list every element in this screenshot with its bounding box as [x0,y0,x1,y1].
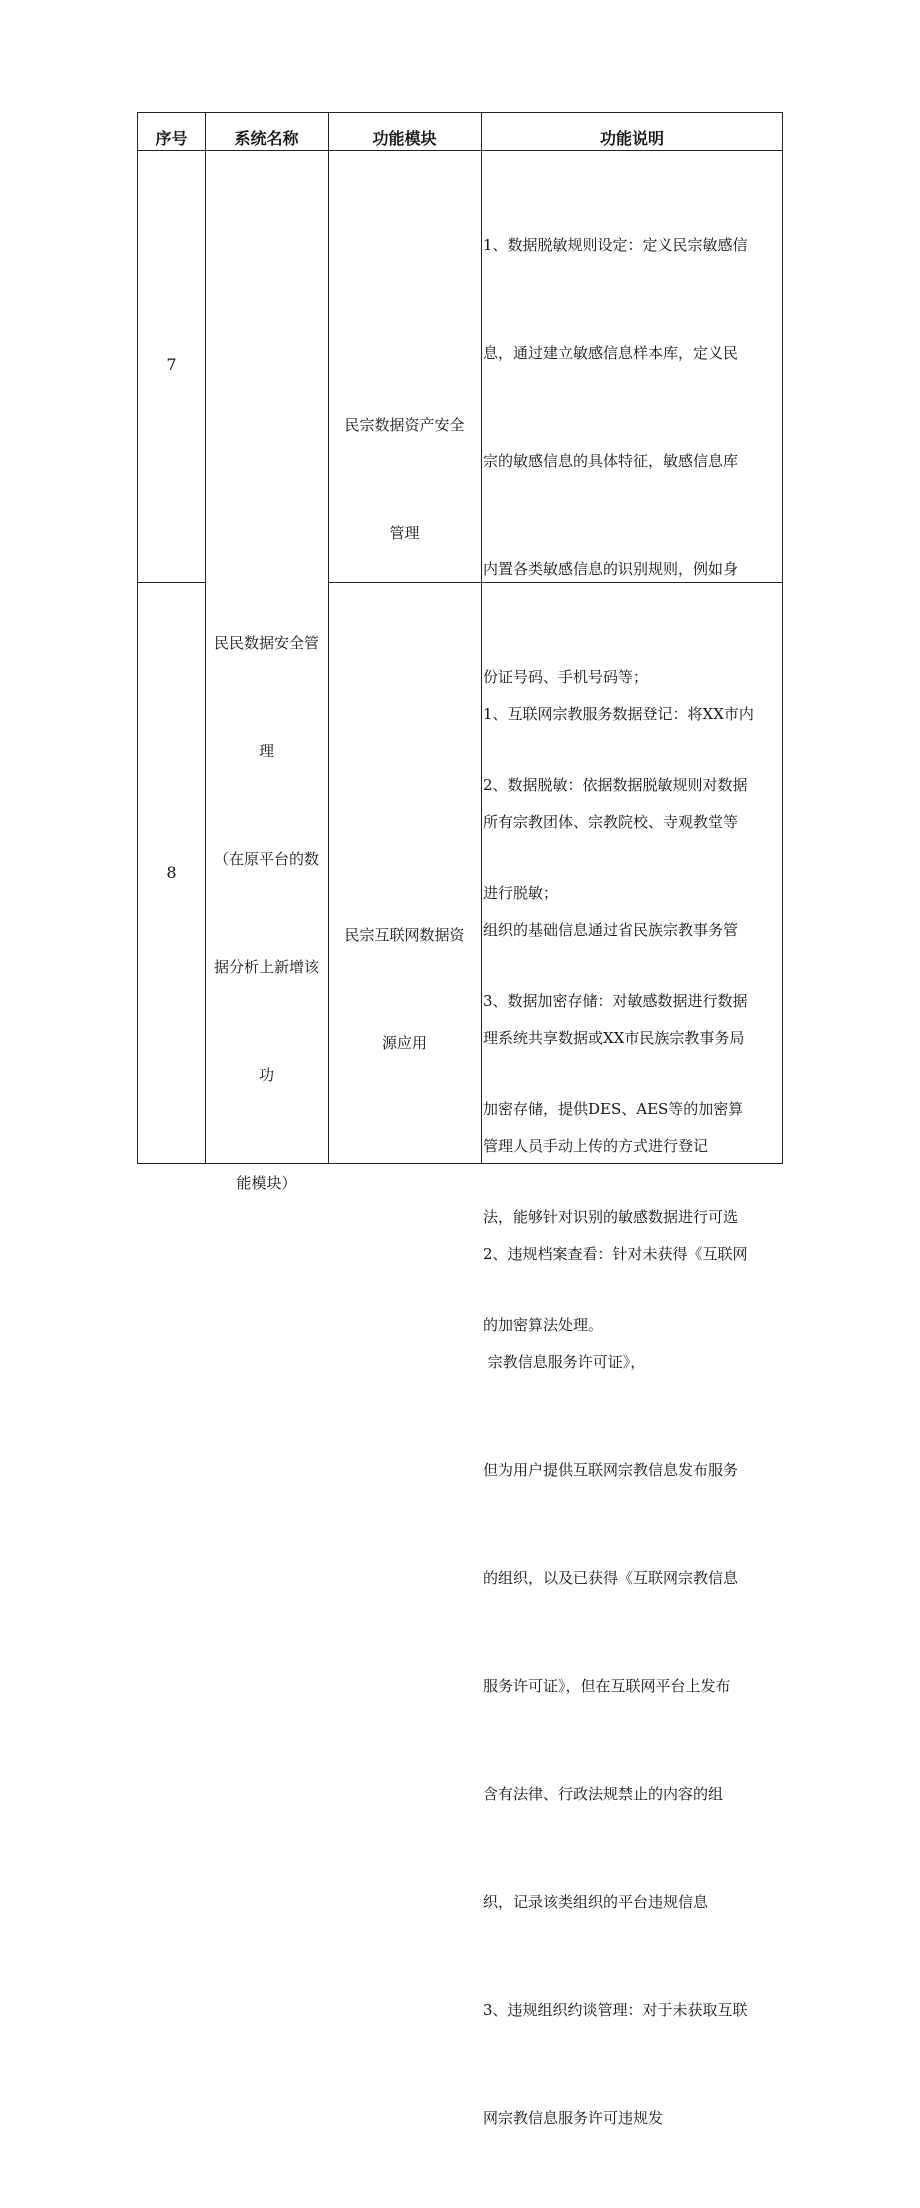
description-line: 网宗教信息服务许可违规发 [483,2109,664,2127]
description-cell [483,624,754,2208]
header-system-name: 系统名称 [234,129,299,148]
description-line: 组织的基础信息通过省民族宗教事务管 [483,921,739,939]
description-line: 织，记录该类组织的平台违规信息 [483,1893,709,1911]
system-name-line: （在原平台的数 [213,850,319,868]
system-name-cell [205,553,328,1273]
row-divider [138,582,205,583]
description-line: 所有宗教团体、宗教院校、寺观教堂等 [483,813,739,831]
description-line: 理系统共享数据或XX市民族宗教事务局 [483,1029,745,1047]
system-name-line: 理 [258,742,274,760]
header-index: 序号 [155,129,188,148]
module-cell [328,845,481,1133]
description-line: 服务许可证》，但在互联网平台上发布 [483,1677,731,1695]
module-line: 源应用 [381,1034,427,1052]
description-line: 2、数据脱敏：依据数据脱敏规则对数据 [483,776,748,794]
system-name-line: 民民数据安全管 [213,634,319,652]
description-line: 含有法律、行政法规禁止的内容的组 [483,1785,724,1803]
description-line: 3、违规组织约谈管理：对于未获取互联 [483,2001,748,2019]
module-line: 管理 [389,524,420,542]
system-name-line: 功 [258,1066,274,1084]
column-divider [481,113,482,1163]
module-line: 民宗数据资产安全 [344,416,465,434]
header-module: 功能模块 [372,129,437,148]
module-cell [328,335,481,623]
description-line: 加密存储，提供DES、AES等的加密算 [483,1100,744,1118]
document-table [137,112,783,2127]
description-line: 但为用户提供互联网宗教信息发布服务 [483,1461,739,1479]
description-line: 宗的敏感信息的具体特征，敏感信息库 [483,452,739,470]
row-index: 7 [166,355,177,374]
system-name-line: 据分析上新增该 [213,958,319,976]
header-description: 功能说明 [599,129,664,148]
system-name-line: 能模块） [236,1174,297,1192]
description-line: 3、数据加密存储：对敏感数据进行数据 [483,992,748,1010]
module-line: 民宗互联网数据资 [344,926,465,944]
description-line: 份证号码、手机号码等； [483,668,649,686]
row-index: 8 [166,863,177,882]
description-line: 管理人员手动上传的方式进行登记 [483,1137,709,1155]
description-line: 法，能够针对识别的敏感数据进行可选 [483,1208,739,1226]
description-line: 2、违规档案查看：针对未获得《互联网 [483,1245,748,1263]
description-line: 1、数据脱敏规则设定：定义民宗敏感信 [483,236,748,254]
description-line: 进行脱敏； [483,884,559,902]
description-line: 的加密算法处理。 [483,1316,604,1334]
description-line: 宗教信息服务许可证》， [483,1353,646,1371]
description-line: 1、互联网宗教服务数据登记：将XX市内 [483,705,754,723]
description-line: 内置各类敏感信息的识别规则，例如身 [483,560,739,578]
description-line: 的组织，以及已获得《互联网宗教信息 [483,1569,739,1587]
description-line: 息，通过建立敏感信息样本库，定义民 [483,344,739,362]
